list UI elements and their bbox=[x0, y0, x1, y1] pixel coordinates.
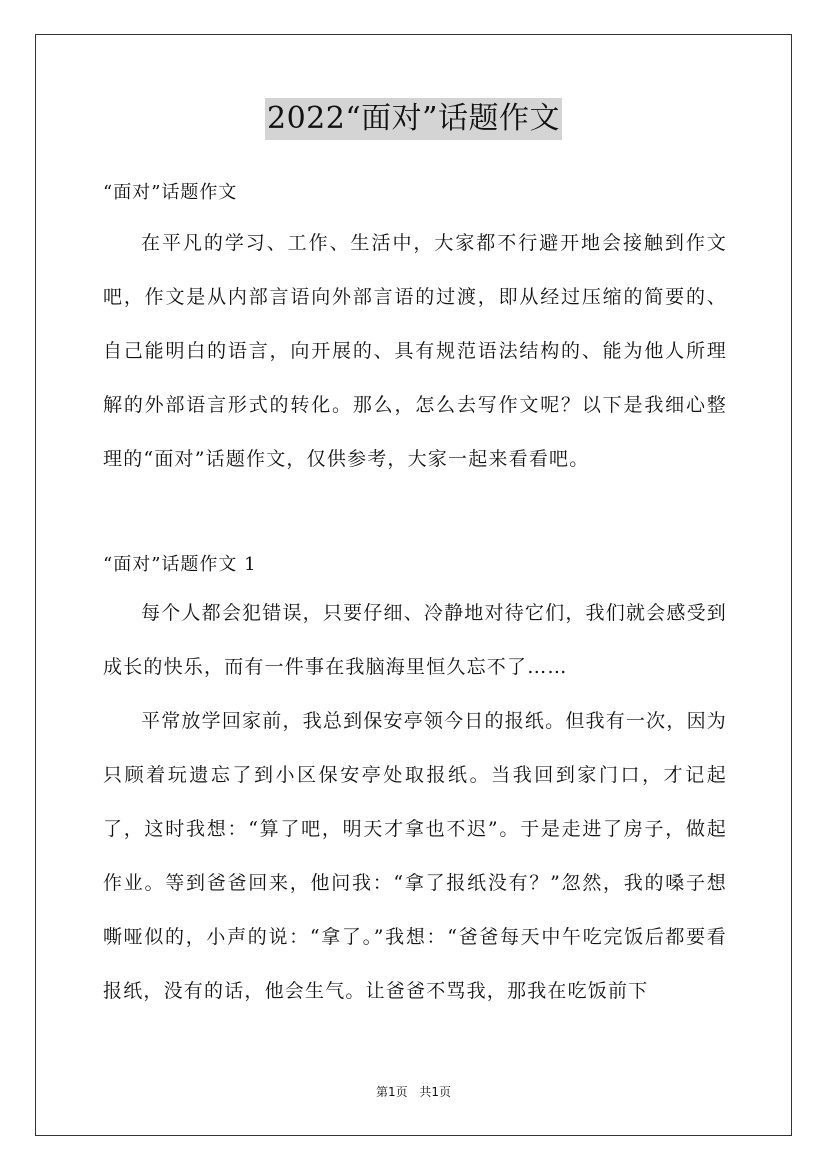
section-gap bbox=[103, 486, 727, 546]
intro-paragraph: 在平凡的学习、工作、生活中，大家都不行避开地会接触到作文吧，作文是从内部言语向外部言语的过渡，即从经过压缩的简要的、自己能明白的语言，向开展的、具有规范语法结构的、能为他人所理解的外部语言形式的转化。那么，怎么去写作文呢？以下是我细心整理的“面对”话题作文，仅供参考，大家一起来看看吧。 bbox=[103, 232, 727, 470]
page-number-total: 共1页 bbox=[419, 1085, 452, 1099]
page-footer bbox=[0, 1082, 827, 1102]
title-container bbox=[0, 98, 827, 140]
document-body bbox=[103, 174, 727, 1018]
intro-heading: “面对”话题作文 bbox=[103, 182, 238, 203]
document-title: 2022“面对”话题作文 bbox=[265, 98, 562, 140]
essay-heading: “面对”话题作文 1 bbox=[103, 554, 257, 575]
essay-paragraph-2: 平常放学回家前，我总到保安亭领今日的报纸。但我有一次，因为只顾着玩遗忘了到小区保安亭处取报纸。当我回到家门口，才记起了，这时我想：“算了吧，明天才拿也不迟”。于是走进了房子，做起作业。等到爸爸回来，他问我：“拿了报纸没有？”忽然，我的嗓子想嘶哑似的，小声的说：“拿了。”我想：“爸爸每天中午吃完饭后都要看报纸，没有的话，他会生气。让爸爸不骂我，那我在吃饭前下 bbox=[103, 710, 727, 1002]
essay-paragraph-1: 每个人都会犯错误，只要仔细、冷静地对待它们，我们就会感受到成长的快乐，而有一件事在我脑海里恒久忘不了…… bbox=[103, 602, 727, 678]
page-number-current: 第1页 bbox=[375, 1085, 408, 1099]
